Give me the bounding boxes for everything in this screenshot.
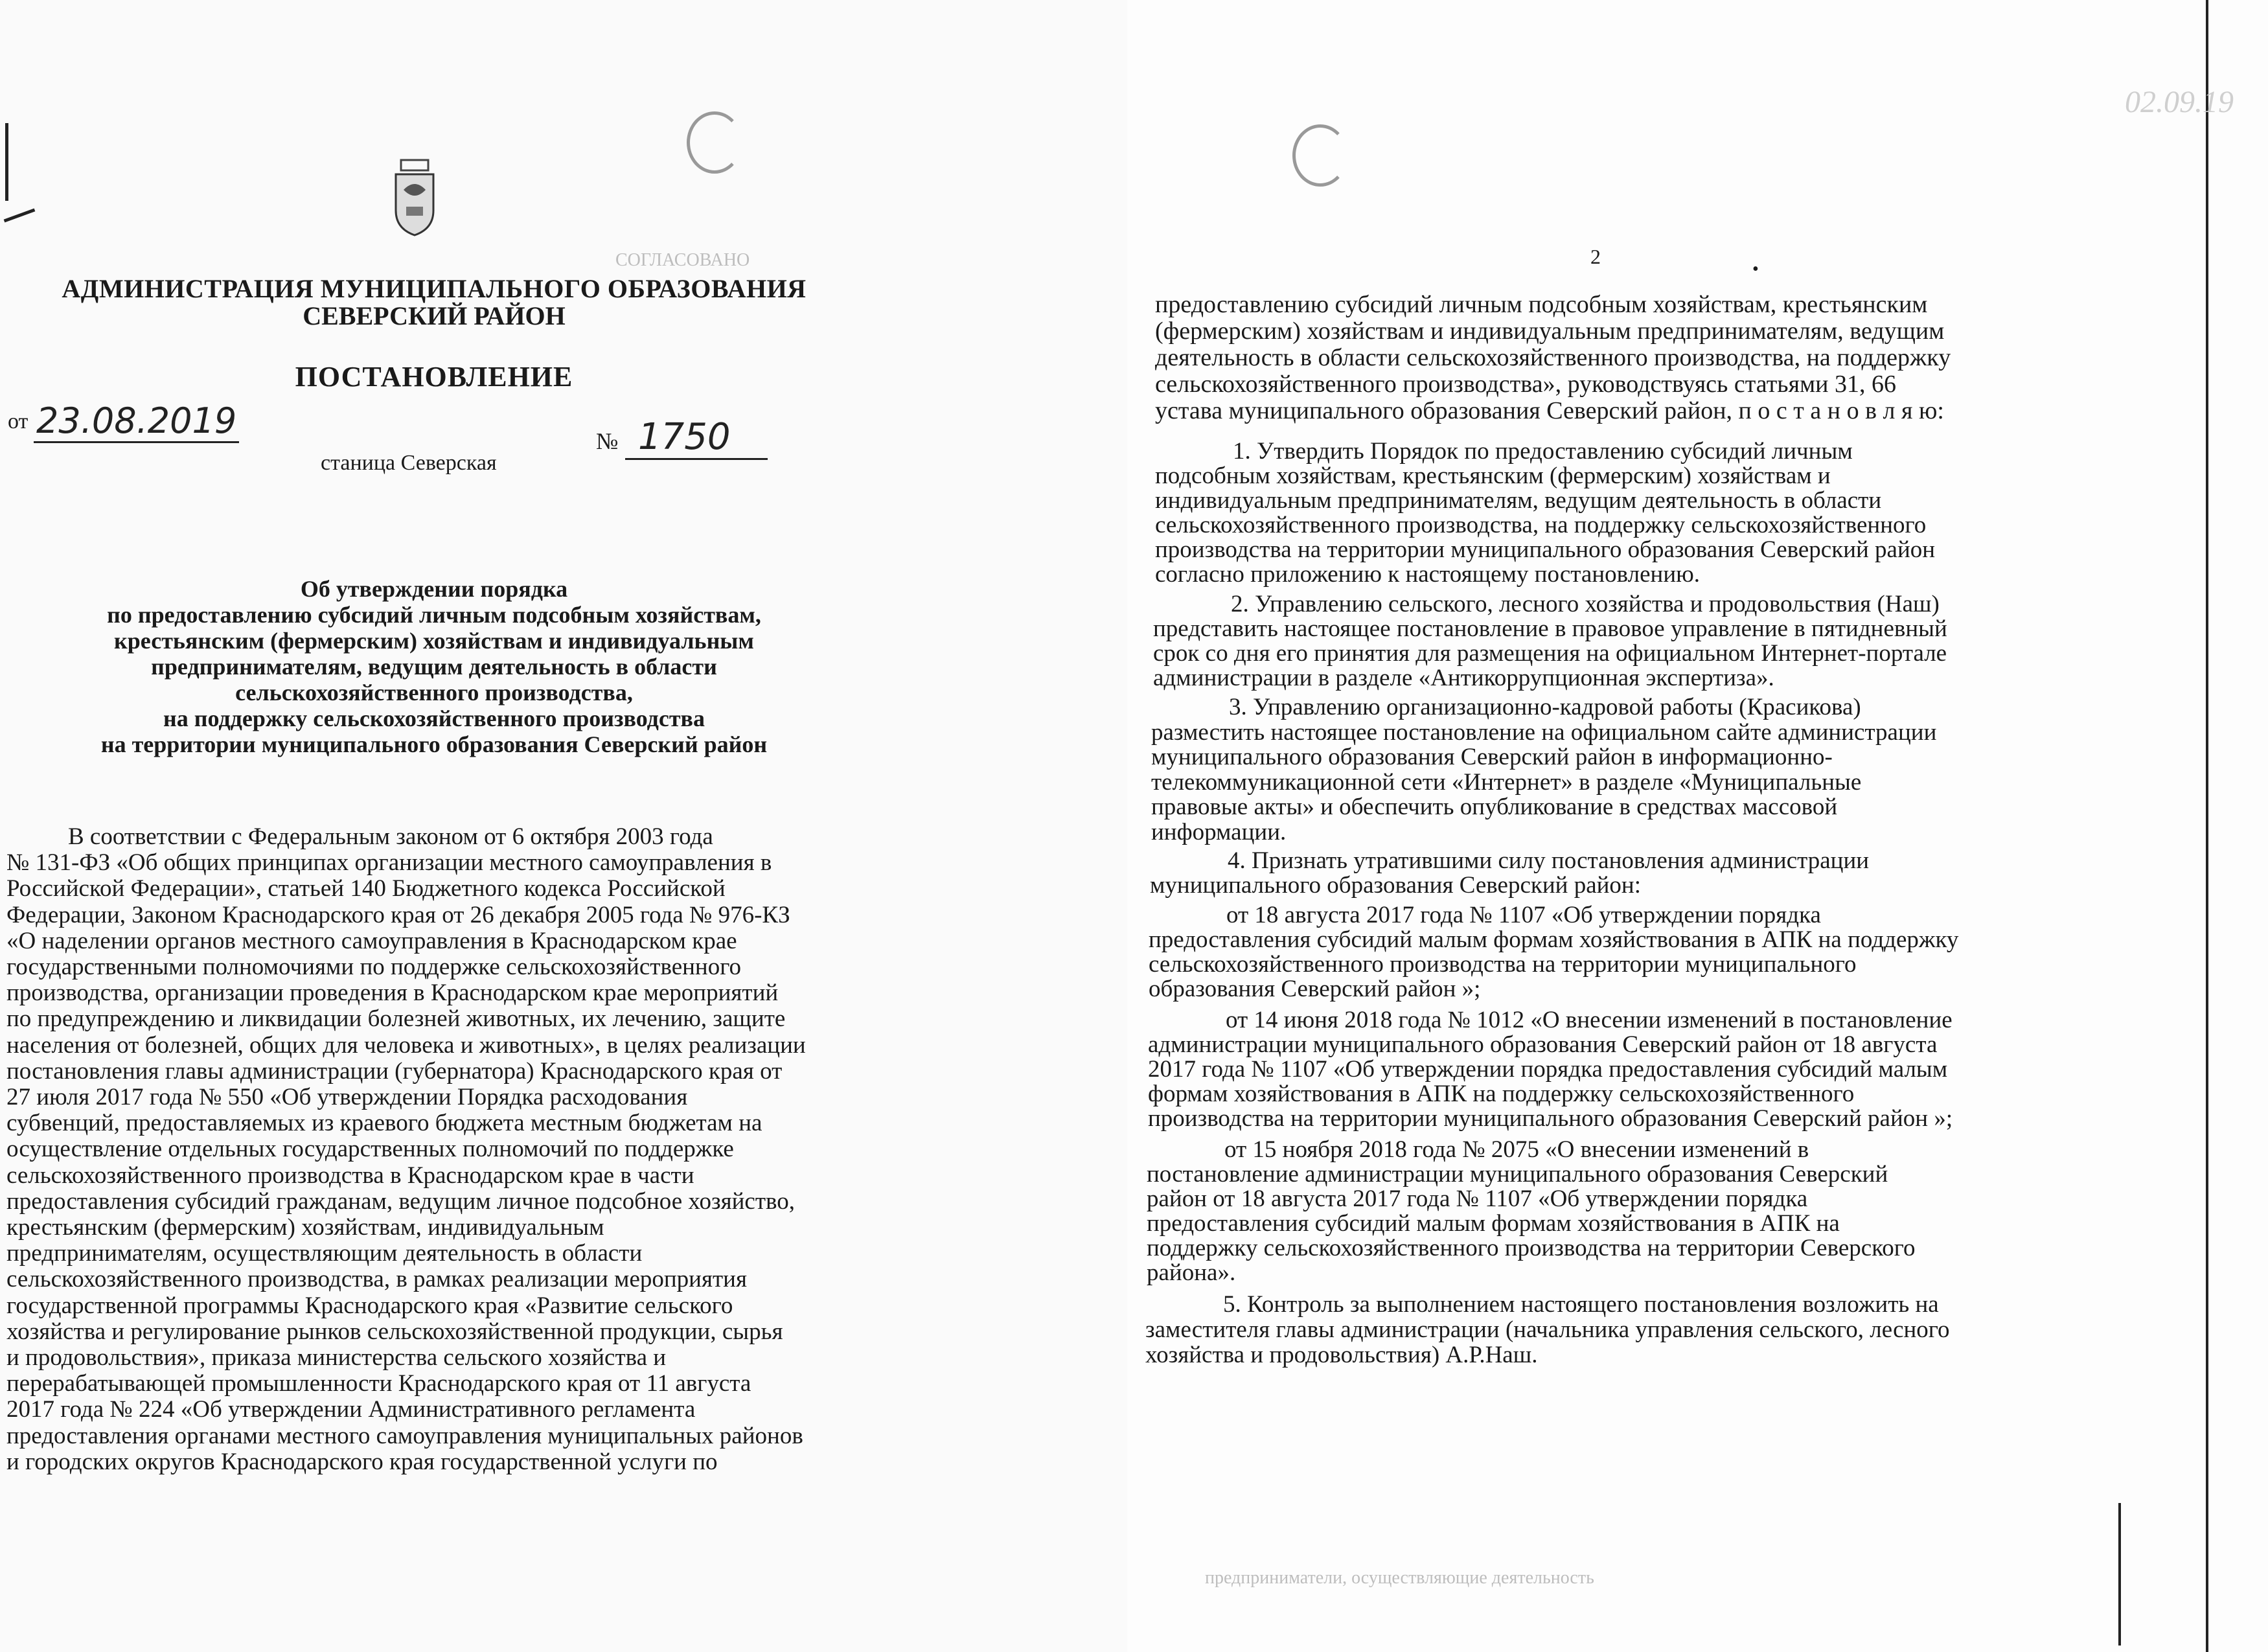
item1-line: производства на территории муниципального образования Северский район [1155, 536, 1936, 563]
body-line: 27 июля 2017 года № 550 «Об утверждении Порядка расходования [6, 1084, 688, 1111]
intro-line: устава муниципального образования Северский район, п о с т а н о в л я ю: [1155, 397, 1944, 424]
item2-line: представить настоящее постановление в правовое управление в пятидневный [1153, 615, 1947, 642]
margin-line-mark [2118, 1503, 2121, 1646]
right-page-edge [2206, 0, 2208, 1652]
item-4c [1147, 1138, 2029, 1285]
left-edge-mark [5, 123, 8, 201]
body-line: сельскохозяйственного производства, в рамках реализации мероприятия [6, 1266, 747, 1293]
item3-line: муниципального образования Северский район в информационно- [1151, 744, 1833, 770]
item4a-line: от 18 августа 2017 года № 1107 «Об утверждении порядка [1226, 902, 1821, 928]
item3-line: телекоммуникационной сети «Интернет» в разделе «Муниципальные [1151, 768, 1862, 796]
title-line: предпринимателям, ведущим деятельность в области [151, 654, 717, 680]
punch-hole-right [1292, 124, 1348, 187]
body-line: перерабатывающей промышленности Краснодарского края от 11 августа [6, 1370, 751, 1397]
item4c-line: поддержку сельскохозяйственного производства на территории Северского [1147, 1235, 1916, 1261]
org-name-line2: СЕВЕРСКИЙ РАЙОН [303, 301, 566, 330]
item3-line: 3. Управлению организационно-кадровой работы (Красикова) [1229, 694, 1861, 720]
item-1 [1155, 439, 2033, 587]
item1-line: индивидуальным предпринимателям, ведущим деятельность в области [1155, 487, 1882, 514]
item4b-line: формам хозяйствования в АПК на поддержку сельскохозяйственного [1148, 1081, 1855, 1107]
item2-line: 2. Управлению сельского, лесного хозяйства и продовольствия (Наш) [1231, 591, 1940, 617]
bullet-mark: • [1752, 259, 1759, 279]
faint-bleed-text: СОГЛАСОВАНО [615, 250, 750, 270]
title-line: на территории муниципального образования Северский район [100, 731, 768, 757]
item-3 [1151, 695, 2032, 845]
body-line: № 131-ФЗ «Об общих принципах организации местного самоуправления в [6, 849, 772, 877]
item5-line: 5. Контроль за выполнением настоящего постановления возложить на [1223, 1291, 1939, 1318]
place-name: станица Северская [321, 451, 497, 475]
item1-line: 1. Утвердить Порядок по предоставлению субсидий личным [1233, 438, 1853, 465]
body-line: государственными полномочиями по поддержке сельскохозяйственного [6, 954, 741, 981]
item3-line: информации. [1151, 818, 1287, 845]
item3-line: разместить настоящее постановление на официальном сайте администрации [1151, 718, 1937, 746]
item4c-line: предоставления субсидий малым формам хозяйствования в АПК на [1147, 1210, 1840, 1237]
title-line: крестьянским (фермерским) хозяйствам и индивидуальным [114, 628, 754, 654]
right-page [1127, 0, 2268, 1652]
intro-paragraph [1155, 292, 2033, 424]
body-line: субвенций, предоставляемых из краевого бюджета местным бюджетам на [6, 1110, 762, 1137]
body-line: Российской Федерации», статьей 140 Бюджетного кодекса Российской [6, 875, 726, 902]
body-line: крестьянским (фермерским) хозяйствам, индивидуальным [6, 1214, 604, 1241]
faint-handwriting: 02.09.19 [2125, 85, 2234, 119]
intro-line: (фермерским) хозяйствам и индивидуальным предпринимателям, ведущим [1155, 317, 1945, 345]
body-line: Федерации, Законом Краснодарского края от 26 декабря 2005 года № 976-КЗ [6, 901, 790, 928]
preamble-body [6, 824, 868, 1475]
body-line: «О наделении органов местного самоуправления в Краснодарском крае [6, 927, 737, 954]
body-line: В соответствии с Федеральным законом от 6 октября 2003 года [68, 823, 713, 850]
date-prefix: от [8, 409, 29, 433]
title-line: по предоставлению субсидий личным подсобным хозяйствам, [107, 602, 761, 628]
left-page [0, 0, 1127, 1652]
item4b-line: производства на территории муниципального образования Северский район »; [1148, 1105, 1953, 1132]
body-line: 2017 года № 224 «Об утверждении Административного регламента [6, 1396, 696, 1423]
item2-line: администрации в разделе «Антикоррупционная экспертиза». [1153, 665, 1774, 691]
item1-line: подсобным хозяйствам, крестьянским (фермерским) хозяйствам и [1155, 463, 1831, 489]
faint-bleed-bottom: предприниматели, осуществляющие деятельность [1205, 1568, 1594, 1588]
title-line: на поддержку сельскохозяйственного производства [163, 706, 705, 731]
item-2 [1153, 592, 2033, 691]
body-line: осуществление отдельных государственных полномочий по поддержке [6, 1136, 734, 1163]
body-line: производства, организации проведения в Краснодарском крае мероприятий [6, 980, 779, 1007]
body-line: населения от болезней, общих для человека и животных», в целях реализации [6, 1031, 806, 1059]
item5-line: заместителя главы администрации (начальника управления сельского, лесного [1145, 1316, 1950, 1343]
body-line: и городских округов Краснодарского края государственной услуги по [6, 1448, 718, 1475]
left-edge-stroke [4, 209, 36, 223]
intro-line: сельскохозяйственного производства», руководствуясь статьями 31, 66 [1155, 371, 1896, 398]
item4c-line: от 15 ноября 2018 года № 2075 «О внесении изменений в [1224, 1136, 1809, 1163]
item-5 [1145, 1292, 2028, 1368]
item4b-line: администрации муниципального образования Северский район от 18 августа [1148, 1031, 1938, 1058]
body-line: предоставления органами местного самоуправления муниципальных районов [6, 1422, 803, 1449]
body-line: государственной программы Краснодарского края «Развитие сельского [6, 1292, 733, 1319]
item2-line: срок со дня его принятия для размещения на официальном Интернет-портале [1153, 640, 1947, 667]
title-line: сельскохозяйственного производства, [235, 680, 633, 706]
intro-line: предоставлению субсидий личным подсобным хозяйствам, крестьянским [1155, 291, 1928, 318]
item-4a [1149, 903, 2031, 1002]
org-name-line1: АДМИНИСТРАЦИЯ МУНИЦИПАЛЬНОГО ОБРАЗОВАНИЯ [62, 274, 807, 303]
title-line: Об утверждении порядка [300, 576, 568, 602]
item1-line: сельскохозяйственного производства, на поддержку сельскохозяйственного [1155, 512, 1927, 538]
item4c-line: постановление администрации муниципального образования Северский [1147, 1161, 1888, 1187]
item4a-line: предоставления субсидий малым формам хозяйствования в АПК на поддержку [1149, 926, 1959, 953]
item4a-line: образования Северский район »; [1149, 976, 1481, 1002]
item-4 [1150, 849, 2031, 898]
item4c-line: район от 18 августа 2017 года № 1107 «Об утверждении порядка [1147, 1186, 1808, 1212]
number-prefix: № [596, 428, 619, 454]
number-handwritten: 1750 [625, 416, 768, 460]
item5-line: хозяйства и продовольствия) А.Р.Наш. [1145, 1342, 1538, 1368]
item4-line: муниципального образования Северский район: [1150, 872, 1642, 899]
body-line: по предупреждению и ликвидации болезней животных, их лечению, защите [6, 1005, 786, 1033]
item4b-line: от 14 июня 2018 года № 1012 «О внесении изменений в постановление [1226, 1007, 1953, 1033]
item1-line: согласно приложению к настоящему постановлению. [1155, 561, 1701, 588]
coat-of-arms-icon [392, 159, 437, 236]
body-line: предпринимателям, осуществляющим деятельность в области [6, 1240, 643, 1267]
intro-line: деятельность в области сельскохозяйственного производства, на поддержку [1155, 344, 1951, 371]
body-line: сельскохозяйственного производства в Краснодарском крае в части [6, 1162, 694, 1189]
date-handwritten: 23.08.2019 [34, 400, 239, 443]
page-number: 2 [1590, 245, 1601, 268]
body-line: и продовольствия», приказа министерства сельского хозяйства и [6, 1344, 667, 1371]
item-4b [1148, 1008, 2030, 1131]
item4-line: 4. Признать утратившими силу постановления администрации [1228, 847, 1870, 874]
punch-hole-left [687, 111, 742, 174]
item4a-line: сельскохозяйственного производства на территории муниципального [1149, 951, 1857, 978]
item3-line: правовые акты» и обеспечить опубликование в средствах массовой [1151, 794, 1838, 820]
item4c-line: района». [1147, 1259, 1236, 1286]
body-line: предоставления субсидий гражданам, ведущим личное подсобное хозяйство, [6, 1187, 795, 1215]
body-line: хозяйства и регулирование рынков сельскохозяйственной продукции, сырья [6, 1318, 783, 1345]
body-line: постановления главы администрации (губернатора) Краснодарского края от [6, 1057, 783, 1084]
document-type: ПОСТАНОВЛЕНИЕ [295, 361, 573, 393]
item4b-line: 2017 года № 1107 «Об утверждении порядка предоставления субсидий малым [1148, 1056, 1948, 1083]
